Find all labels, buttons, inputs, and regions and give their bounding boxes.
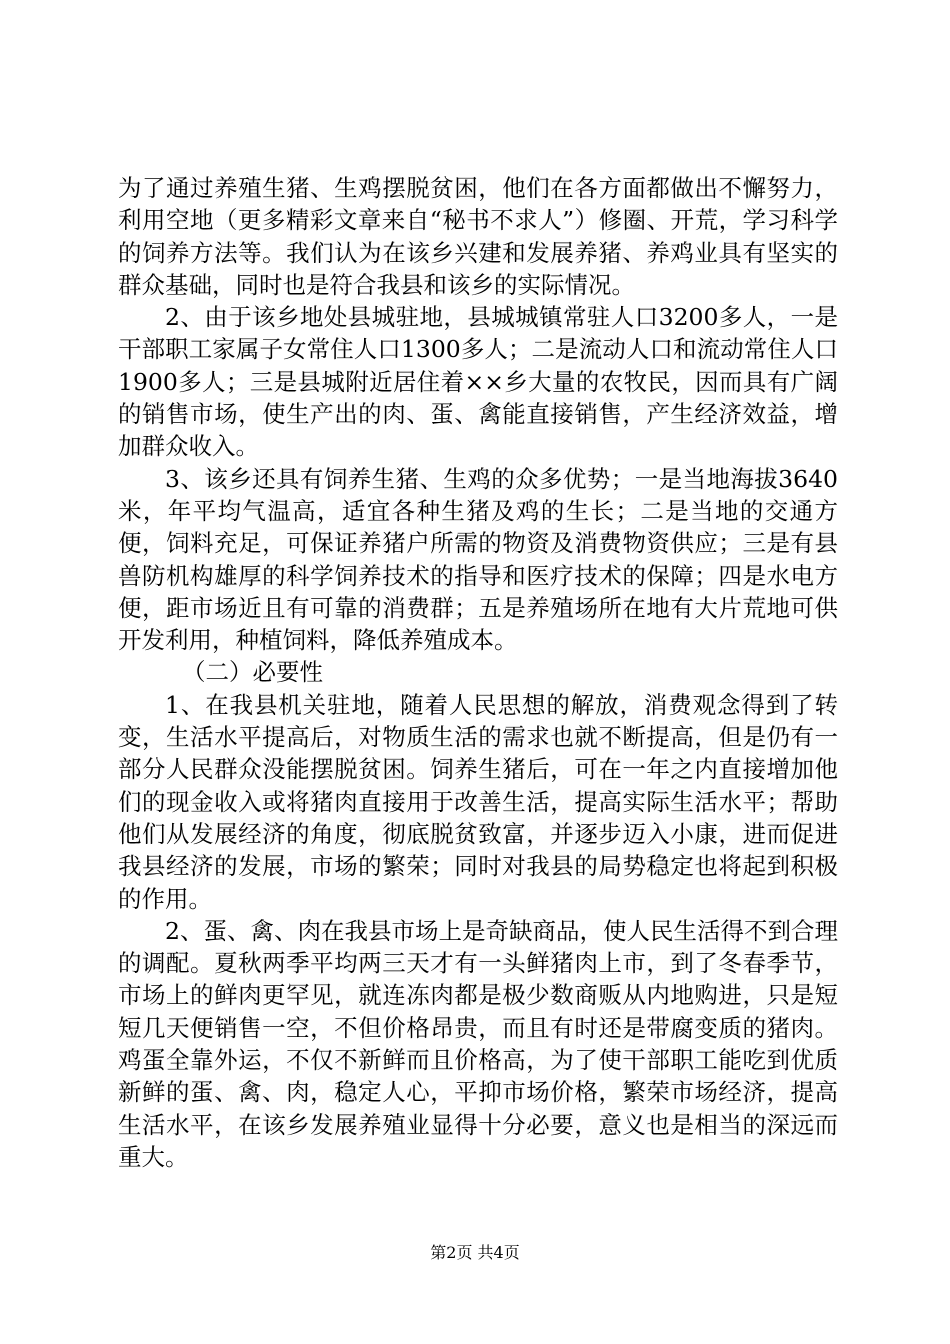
page-footer: 第2页 共4页: [430, 1243, 520, 1262]
paragraph-necessity-1: 1、在我县机关驻地，随着人民思想的解放，消费观念得到了转变，生活水平提高后，对物质生活的需求也就不断提高，但是仍有一部分人民群众没能摆脱贫困。饲养生猪后，可在一年之内直接增加他们的现金收入或将猪肉直接用于改善生活，提高实际生活水平；帮助他们从发展经济的角度，彻底脱贫致富，并逐步迈入小康，进而促进我县经济的发展，市场的繁荣；同时对我县的局势稳定也将起到积极的作用。: [118, 690, 838, 913]
paragraph-continuation: 为了通过养殖生猪、生鸡摆脱贫困，他们在各方面都做出不懈努力，利用空地（更多精彩文章来自“秘书不求人”）修圈、开荒，学习科学的饲养方法等。我们认为在该乡兴建和发展养猪、养鸡业具有坚实的群众基础，同时也是符合我县和该乡的实际情况。: [118, 174, 838, 299]
document-body: [118, 172, 838, 1173]
paragraph-necessity-2: 2、蛋、禽、肉在我县市场上是奇缺商品，使人民生活得不到合理的调配。夏秋两季平均两三天才有一头鲜猪肉上市，到了冬春季节，市场上的鲜肉更罕见，就连冻肉都是极少数商贩从内地购进，只是短短几天便销售一空，不但价格昂贵，而且有时还是带腐变质的猪肉。鸡蛋全靠外运，不仅不新鲜而且价格高，为了使干部职工能吃到优质新鲜的蛋、禽、肉，稳定人心，平抑市场价格，繁荣市场经济，提高生活水平，在该乡发展养殖业显得十分必要，意义也是相当的深远而重大。: [118, 916, 838, 1171]
section-heading-necessity: （二）必要性: [182, 658, 323, 687]
paragraph-advantages: 3、该乡还具有饲养生猪、生鸡的众多优势；一是当地海拔3640米，年平均气温高，适宜各种生猪及鸡的生长；二是当地的交通方便，饲料充足，可保证养猪户所需的物资及消费物资供应；三是有县兽防机构雄厚的科学饲养技术的指导和医疗技术的保障；四是水电方便，距市场近且有可靠的消费群；五是养殖场所在地有大片荒地可供开发利用，种植饲料，降低养殖成本。: [118, 464, 838, 655]
paragraph-market-demand: 2、由于该乡地处县城驻地，县城城镇常驻人口3200多人，一是干部职工家属子女常住人口1300多人；二是流动人口和流动常住人口1900多人；三是县城附近居住着××乡大量的农牧民，因而具有广阔的销售市场，使生产出的肉、蛋、禽能直接销售，产生经济效益，增加群众收入。: [118, 303, 838, 461]
